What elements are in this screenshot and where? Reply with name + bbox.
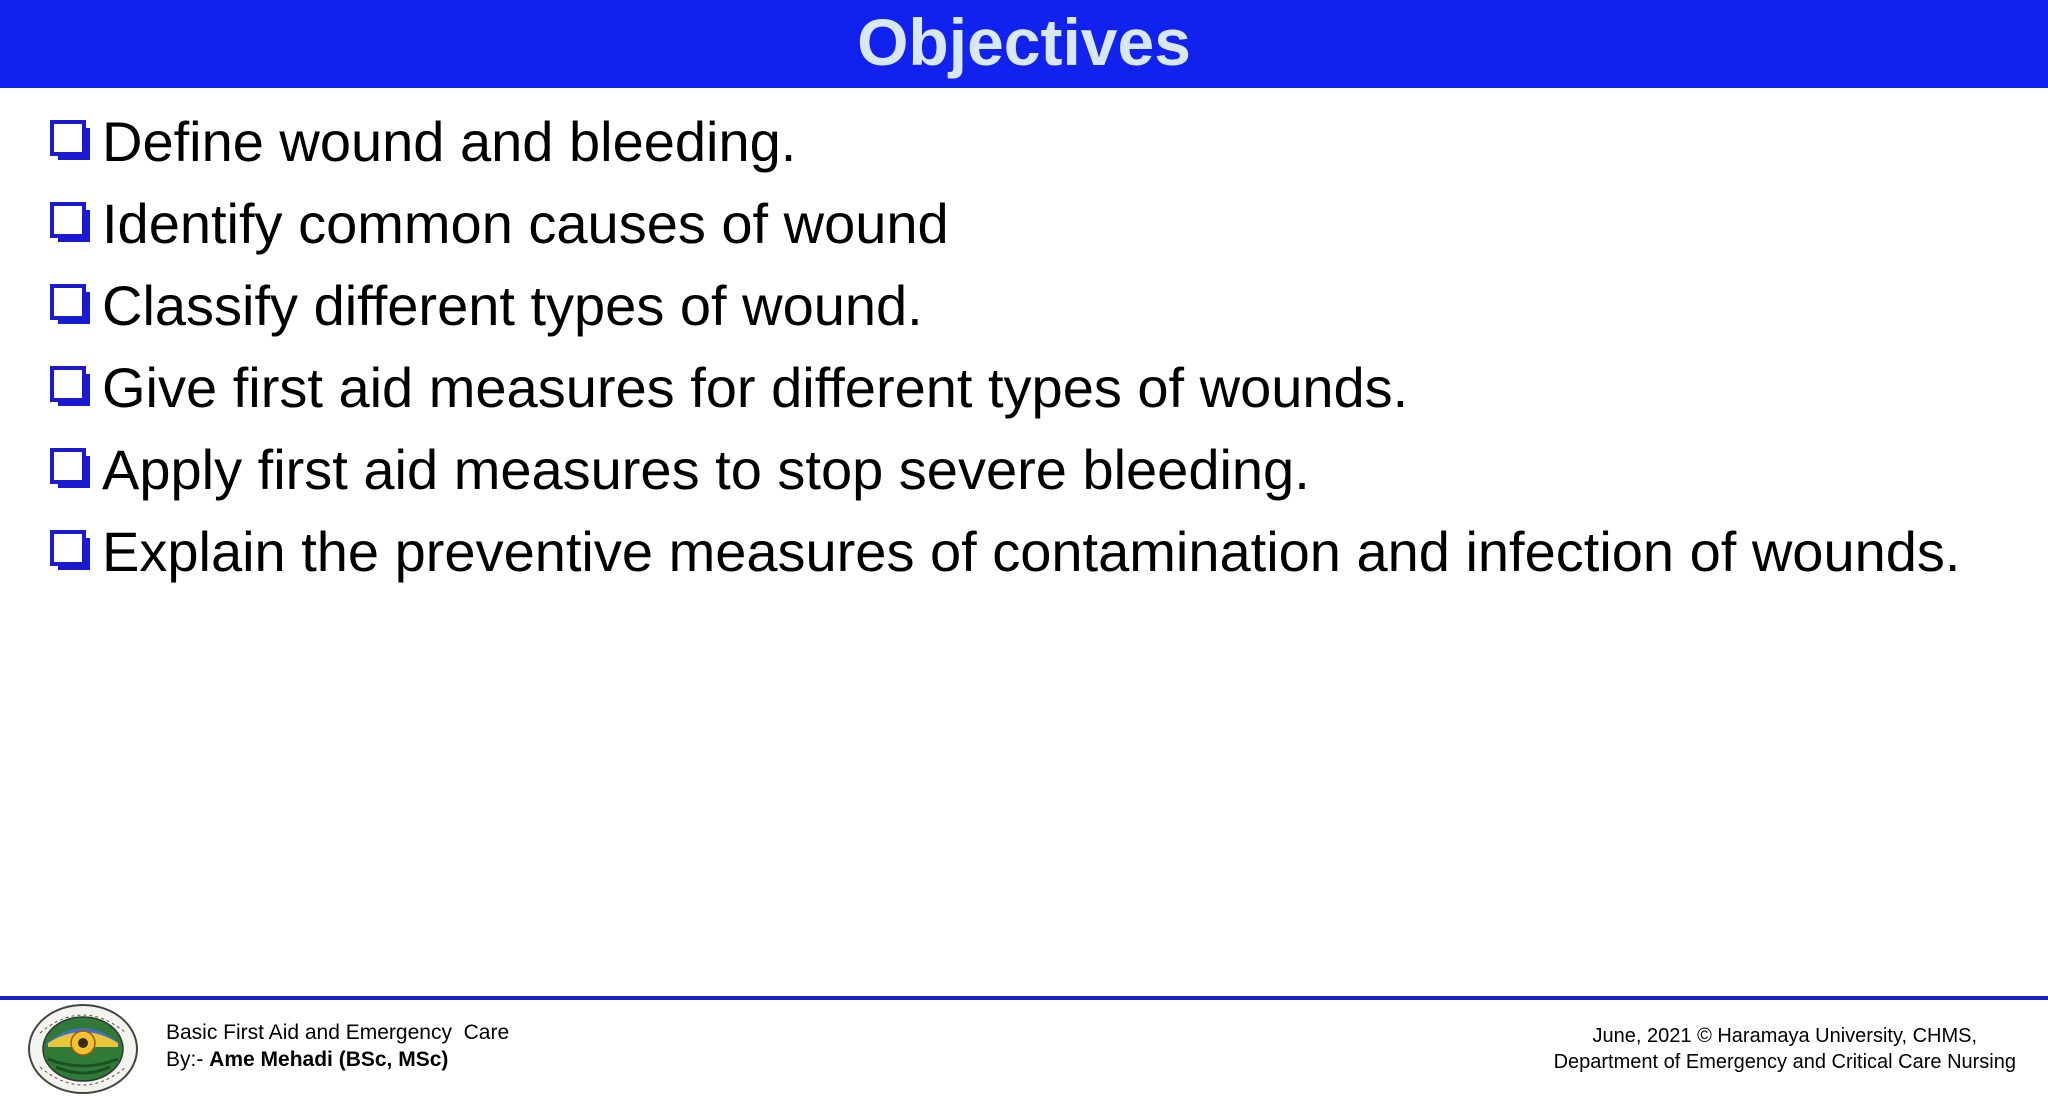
checkbox-square-icon <box>50 120 92 162</box>
title-bar <box>0 0 2048 88</box>
objective-item <box>50 428 1960 510</box>
checkbox-square-icon <box>50 366 92 408</box>
objective-item <box>50 510 1960 592</box>
slide-title: Objectives <box>857 5 1191 79</box>
objective-text: Identify common causes of wound <box>102 191 949 255</box>
footer-department: Department of Emergency and Critical Care Nursing <box>1553 1051 2016 1073</box>
footer-date-line: June, 2021 © Haramaya University, CHMS, <box>1592 1025 1978 1047</box>
objective-text: Define wound and bleeding. <box>102 109 797 173</box>
objective-text: Classify different types of wound. <box>102 273 923 337</box>
objective-item <box>50 346 1960 428</box>
objective-text: Explain the preventive measures of contamination and infection of wounds. <box>102 519 1961 583</box>
footer-course-info <box>166 1019 509 1073</box>
footer-institution-info <box>1554 1023 2016 1075</box>
objective-text: Give first aid measures for different types of wounds. <box>102 355 1409 419</box>
checkbox-square-icon <box>50 448 92 490</box>
author-prefix: By:- <box>166 1048 210 1071</box>
objective-item <box>50 182 1960 264</box>
objective-text: Apply first aid measures to stop severe bleeding. <box>102 437 1310 501</box>
haramaya-university-logo-icon <box>26 1003 140 1095</box>
objective-item <box>50 264 1960 346</box>
objectives-list <box>50 100 1960 592</box>
checkbox-square-icon <box>50 202 92 244</box>
footer-divider <box>0 996 2048 1000</box>
author-name: Ame Mehadi (BSc, MSc) <box>209 1048 449 1071</box>
course-name: Basic First Aid and Emergency Care <box>166 1021 510 1044</box>
objective-item <box>50 100 1960 182</box>
checkbox-square-icon <box>50 530 92 572</box>
checkbox-square-icon <box>50 284 92 326</box>
